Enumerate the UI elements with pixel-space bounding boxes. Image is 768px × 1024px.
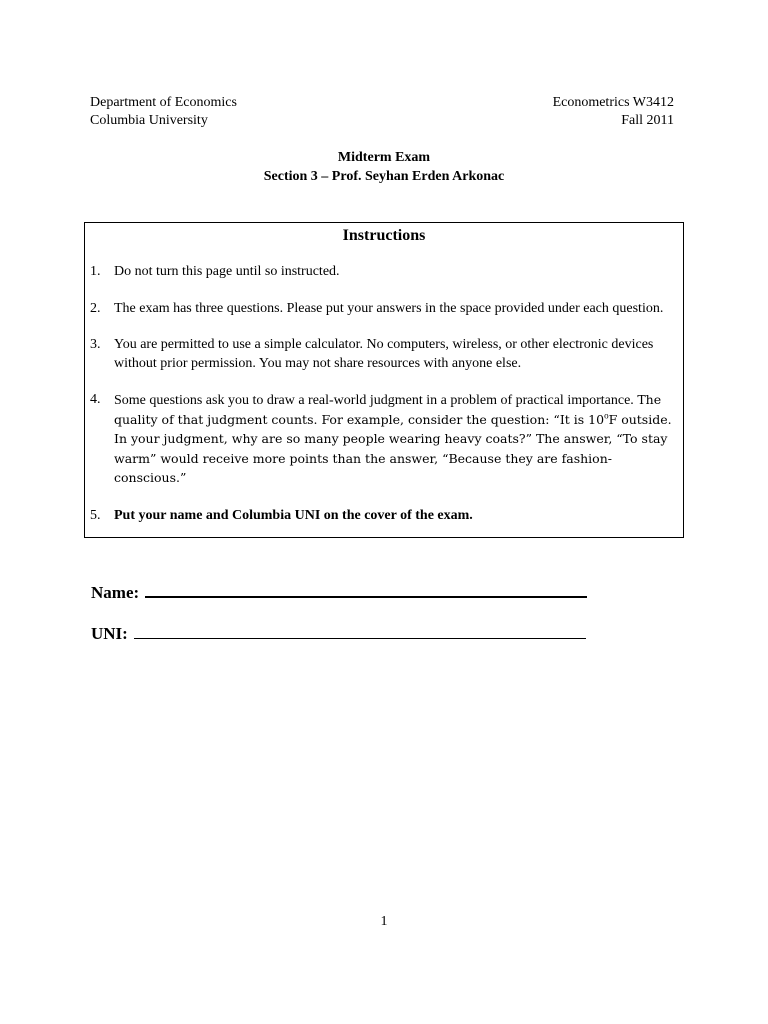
instruction-text: The exam has three questions. Please put your answers in the space provided under each question. [114,300,664,316]
instruction-text-b: The quality of that judgment counts. For example, consider the question: “It is 10 [114,392,662,427]
instruction-text-a: Some questions ask you to draw a real-world judgment in a problem of practical importance. [114,393,634,408]
header-right [553,94,674,130]
instructions-box [84,222,684,538]
instruction-number: 5. [90,507,101,523]
instruction-number: 1. [90,264,101,279]
instruction-text-c: F outside. In your judgment, why are so many people wearing heavy coats?” The answer, “To stay warm” would receive more points than the answer, “Because they are fashion-conscious.” [114,411,672,485]
instruction-number: 3. [90,337,101,352]
degree-superscript: o [604,409,609,420]
university-text: Columbia University [90,113,208,128]
uni-blank-line[interactable] [134,624,586,639]
instructions-list [90,263,675,525]
instruction-text: You are permitted to use a simple calculator. No computers, wireless, or other electronic devices without prior permission. You may not share resources with anyone else. [114,337,654,371]
name-field[interactable] [91,582,587,603]
instruction-item-5 [90,507,675,526]
term-text: Fall 2011 [621,113,674,128]
instruction-item-1 [90,263,675,282]
instruction-number: 4. [90,392,101,407]
exam-title-line2: Section 3 – Prof. Seyhan Erden Arkonac [263,169,505,184]
instruction-item-3 [90,336,675,373]
instructions-heading: Instructions [342,227,426,244]
exam-title-line1: Midterm Exam [337,150,431,165]
name-label: Name: [91,583,140,602]
uni-field[interactable] [91,624,586,644]
instruction-number: 2. [90,300,101,316]
header-left [90,94,237,130]
course-text: Econometrics W3412 [552,95,674,110]
instruction-text: Put your name and Columbia UNI on the cover of the exam. [114,507,473,523]
instruction-item-2 [90,300,675,319]
department-text: Department of Economics [90,95,237,110]
instruction-text: Do not turn this page until so instructed. [114,264,340,279]
page-number: 1 [380,914,388,929]
instruction-item-4 [90,391,675,489]
name-blank-line[interactable] [145,582,587,598]
exam-title [0,148,768,186]
uni-label: UNI: [91,624,128,643]
